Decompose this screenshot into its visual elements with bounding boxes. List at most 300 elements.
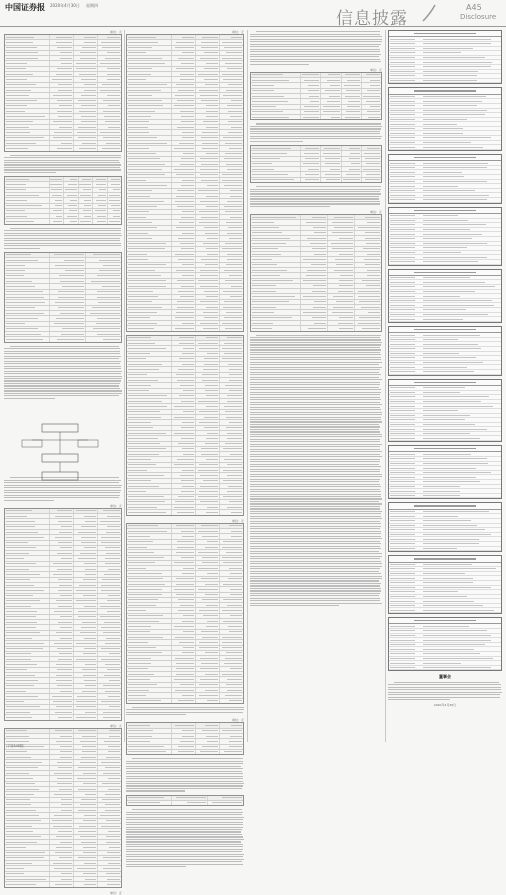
text-paragraph (126, 809, 244, 867)
text-line (4, 363, 120, 364)
table-row (5, 219, 121, 223)
notice-box-line (389, 145, 501, 150)
text-line (250, 521, 380, 522)
text-line (126, 814, 242, 815)
text-line (250, 407, 380, 408)
text-line (388, 689, 501, 690)
notice-box-line (389, 370, 501, 375)
text-line (250, 59, 380, 60)
notice-box (388, 379, 502, 443)
text-line (4, 356, 121, 357)
continued-note: （下转A46版） (4, 744, 27, 748)
text-line (250, 409, 381, 410)
text-line (250, 394, 380, 395)
text-line (256, 31, 380, 32)
text-line (250, 417, 381, 418)
financial-table (250, 145, 382, 183)
text-line (4, 373, 121, 374)
text-line (250, 598, 380, 599)
text-line (4, 167, 120, 168)
notice-box-line (389, 198, 501, 203)
notice-box (388, 502, 502, 552)
text-paragraph (126, 707, 244, 716)
text-line (250, 419, 381, 420)
column-2 (126, 30, 244, 742)
text-line (250, 568, 380, 569)
text-line (4, 376, 122, 377)
notice-box (388, 207, 502, 266)
text-line (4, 160, 119, 161)
text-line (4, 245, 121, 246)
text-line (250, 436, 382, 437)
text-line (250, 196, 379, 197)
text-line (4, 172, 56, 173)
text-line (126, 768, 243, 769)
text-line (250, 585, 380, 586)
unit-label: 单位：元 (109, 30, 122, 34)
text-line (250, 367, 382, 368)
text-line (4, 348, 120, 349)
text-line (250, 558, 380, 559)
text-line (126, 822, 243, 823)
text-line (250, 486, 381, 487)
unit-label: 单位：元 (109, 503, 122, 508)
notice-box-line (389, 608, 501, 613)
financial-table (4, 176, 122, 225)
text-line (250, 454, 380, 455)
table-row (5, 337, 121, 341)
text-line (126, 836, 243, 837)
text-line (250, 357, 381, 358)
text-line (250, 600, 380, 601)
text-paragraph (4, 346, 122, 399)
text-line (4, 500, 54, 501)
notice-box-line (389, 494, 501, 499)
text-line (4, 395, 119, 396)
text-line (250, 133, 380, 134)
text-line (250, 51, 380, 52)
text-line (126, 763, 243, 764)
text-line (250, 189, 381, 190)
table-row (127, 750, 243, 754)
text-line (250, 481, 379, 482)
text-line (250, 441, 380, 442)
text-line (4, 169, 121, 170)
table-row (5, 882, 121, 886)
text-line (250, 354, 381, 355)
text-line (250, 389, 381, 390)
table-row (251, 115, 381, 119)
table-row (127, 326, 243, 330)
text-line (250, 374, 381, 375)
text-line (250, 424, 379, 425)
text-line (126, 844, 243, 845)
notice-box (388, 30, 502, 84)
text-paragraph (4, 155, 122, 173)
text-line (250, 451, 382, 452)
text-line (4, 380, 121, 381)
text-line (250, 49, 380, 50)
text-line (250, 399, 381, 400)
column-4 (388, 30, 502, 742)
notice-box-line (389, 547, 501, 552)
financial-table (126, 335, 244, 516)
text-line (126, 839, 244, 840)
text-line (126, 776, 243, 777)
text-line (250, 397, 380, 398)
text-line (126, 783, 244, 784)
text-line (250, 387, 379, 388)
text-line (250, 523, 381, 524)
financial-table (126, 523, 244, 704)
text-line (4, 157, 121, 158)
text-line (250, 34, 380, 35)
text-line (126, 714, 186, 715)
text-line (4, 492, 120, 493)
text-line (4, 351, 120, 352)
text-paragraph (388, 682, 502, 700)
text-line (250, 337, 380, 338)
text-line (4, 390, 122, 391)
section-subtitle: Disclosure (460, 13, 497, 21)
text-line (250, 46, 379, 47)
text-line (250, 404, 382, 405)
text-line (126, 866, 186, 867)
text-line (250, 588, 381, 589)
text-line (126, 827, 243, 828)
text-line (250, 531, 381, 532)
text-line (126, 854, 244, 855)
text-line (126, 785, 243, 786)
swoosh-logo-icon (422, 4, 436, 22)
text-paragraph (250, 186, 382, 207)
unit-label: 单位：元 (231, 518, 244, 523)
text-line (10, 346, 119, 347)
text-line (126, 859, 244, 860)
text-line (250, 533, 381, 534)
text-paragraph (4, 228, 122, 249)
table-row (251, 178, 381, 182)
text-line (250, 536, 381, 537)
text-line (250, 479, 380, 480)
text-line (250, 126, 382, 127)
text-line (250, 576, 382, 577)
text-line (126, 712, 243, 713)
financial-table (4, 728, 122, 888)
text-line (250, 590, 381, 591)
column-divider (385, 30, 386, 742)
notice-title: 董事会 (439, 674, 451, 680)
text-line (250, 456, 382, 457)
text-line (250, 461, 380, 462)
text-line (256, 123, 381, 124)
text-line (126, 834, 242, 835)
text-line (250, 556, 382, 557)
text-line (4, 385, 119, 386)
text-line (250, 372, 379, 373)
text-line (388, 687, 501, 688)
text-line (4, 371, 122, 372)
text-line (250, 464, 379, 465)
column-divider (124, 30, 125, 742)
text-line (4, 358, 119, 359)
text-line (250, 431, 380, 432)
text-line (250, 469, 380, 470)
text-line (250, 528, 380, 529)
text-line (4, 162, 120, 163)
page-code: A45 (466, 3, 482, 12)
text-line (250, 508, 380, 509)
text-line (4, 495, 120, 496)
text-line (126, 788, 242, 789)
text-line (388, 697, 500, 698)
text-line (250, 36, 382, 37)
text-line (126, 861, 242, 862)
table-row (251, 326, 381, 330)
text-line (250, 203, 380, 204)
text-line (250, 446, 380, 447)
text-line (126, 831, 241, 832)
unit-label: 单位：元 (369, 67, 382, 72)
text-line (250, 434, 382, 435)
text-line (4, 233, 121, 234)
text-line (126, 761, 243, 762)
text-line (250, 421, 382, 422)
text-line (250, 342, 382, 343)
text-line (250, 412, 382, 413)
text-line (126, 841, 241, 842)
text-line (250, 426, 380, 427)
text-line (250, 349, 381, 350)
text-line (250, 538, 382, 539)
text-line (250, 352, 380, 353)
issue-date: 2020年4月30日 (50, 3, 80, 8)
text-line (4, 388, 120, 389)
text-line (250, 541, 380, 542)
text-line (126, 819, 243, 820)
text-line (250, 571, 379, 572)
financial-table (250, 214, 382, 332)
text-line (250, 498, 382, 499)
text-line (250, 347, 380, 348)
text-line (126, 817, 244, 818)
text-line (4, 393, 122, 394)
text-line (132, 758, 243, 759)
text-line (250, 136, 382, 137)
unit-label: 单位：元 (109, 723, 122, 728)
notice-box (388, 269, 502, 323)
text-line (250, 359, 381, 360)
text-line (250, 44, 381, 45)
text-line (250, 206, 330, 207)
notice-box (388, 445, 502, 499)
column-divider (247, 30, 248, 742)
text-line (126, 851, 242, 852)
text-line (4, 361, 121, 362)
text-line (250, 484, 380, 485)
text-line (250, 605, 339, 606)
unit-label: 单位：元 (231, 718, 244, 723)
text-line (4, 243, 121, 244)
notice-box-line (389, 317, 501, 322)
text-line (4, 164, 121, 165)
text-line (388, 684, 501, 685)
text-line (126, 829, 242, 830)
text-line (4, 398, 55, 399)
text-line (4, 368, 121, 369)
text-line (250, 362, 382, 363)
text-line (4, 383, 120, 384)
text-line (250, 489, 380, 490)
text-line (250, 193, 381, 194)
text-line (126, 709, 244, 710)
text-line (250, 138, 381, 139)
text-line (250, 580, 379, 581)
text-line (250, 382, 380, 383)
text-line (250, 566, 382, 567)
text-line (126, 846, 243, 847)
financial-table (126, 722, 244, 755)
text-line (250, 518, 382, 519)
text-line (10, 155, 121, 156)
text-line (256, 186, 381, 187)
text-line (256, 335, 381, 336)
text-line (250, 56, 379, 57)
notice-box (388, 87, 502, 151)
text-line (250, 595, 379, 596)
text-line (250, 513, 381, 514)
text-line (126, 824, 243, 825)
text-line (4, 353, 120, 354)
text-line (250, 511, 382, 512)
table-row (5, 715, 121, 719)
text-line (250, 516, 381, 517)
text-line (250, 39, 382, 40)
table-row (127, 510, 243, 514)
financial-table (4, 34, 122, 152)
text-line (4, 230, 121, 231)
text-line (250, 543, 381, 544)
text-line (250, 141, 303, 142)
financial-table (4, 508, 122, 721)
notice-box-line (389, 436, 501, 441)
text-line (250, 459, 380, 460)
financial-table (250, 72, 382, 121)
text-line (126, 766, 241, 767)
text-line (388, 694, 500, 695)
text-line (250, 61, 381, 62)
text-line (250, 402, 380, 403)
text-line (388, 692, 502, 693)
text-line (250, 506, 380, 507)
financial-table (126, 795, 244, 807)
text-line (250, 429, 379, 430)
text-line (4, 378, 122, 379)
text-line (250, 377, 379, 378)
section-title: 信息披露 (336, 9, 408, 29)
text-line (126, 790, 185, 791)
text-line (126, 849, 243, 850)
text-line (126, 781, 243, 782)
text-line (250, 449, 380, 450)
notice-box (388, 617, 502, 671)
unit-label: 单位：元 (231, 30, 244, 34)
table-row (127, 699, 243, 703)
text-line (250, 491, 381, 492)
notice-box-line (389, 79, 501, 84)
text-paragraph (250, 335, 382, 607)
text-line (250, 384, 380, 385)
text-line (394, 682, 499, 683)
text-line (4, 238, 120, 239)
text-line (250, 476, 382, 477)
financial-table (126, 34, 244, 332)
text-line (250, 603, 382, 604)
notice-box-line (389, 260, 501, 265)
text-line (126, 864, 243, 865)
text-line (126, 778, 243, 779)
issue-weekday: 星期四 (86, 3, 98, 8)
text-line (250, 439, 380, 440)
text-line (250, 201, 380, 202)
text-line (126, 771, 242, 772)
text-line (4, 366, 121, 367)
text-line (250, 131, 380, 132)
text-line (250, 191, 380, 192)
text-line (250, 593, 380, 594)
text-line (250, 444, 382, 445)
text-line (4, 248, 40, 249)
text-line (250, 551, 379, 552)
text-line (126, 773, 243, 774)
text-line (250, 474, 382, 475)
notice-date: 2020年4月30日 (433, 703, 457, 708)
notice-box (388, 154, 502, 204)
text-line (250, 561, 381, 562)
text-line (250, 548, 381, 549)
text-line (250, 339, 381, 340)
text-line (250, 573, 381, 574)
text-line (250, 496, 381, 497)
text-line (250, 471, 380, 472)
table-row (5, 146, 121, 150)
unit-label: 单位：元 (109, 890, 122, 895)
column-3 (250, 30, 382, 742)
text-paragraph (250, 31, 382, 64)
text-line (250, 546, 380, 547)
text-line (250, 414, 382, 415)
text-line (250, 369, 380, 370)
financial-table (4, 252, 122, 343)
notice-box-line (389, 666, 501, 671)
text-paragraph (126, 758, 244, 791)
newspaper-name: 中国证券报 (5, 2, 45, 12)
text-line (250, 64, 309, 65)
text-line (250, 41, 382, 42)
text-line (4, 240, 120, 241)
text-line (250, 503, 382, 504)
notice-box (388, 555, 502, 614)
text-line (132, 707, 244, 708)
text-line (4, 235, 122, 236)
ownership-structure-diagram (20, 422, 100, 490)
text-line (250, 501, 379, 502)
text-line (250, 553, 382, 554)
text-line (250, 198, 379, 199)
text-line (250, 583, 381, 584)
text-line (250, 526, 381, 527)
text-line (250, 494, 381, 495)
